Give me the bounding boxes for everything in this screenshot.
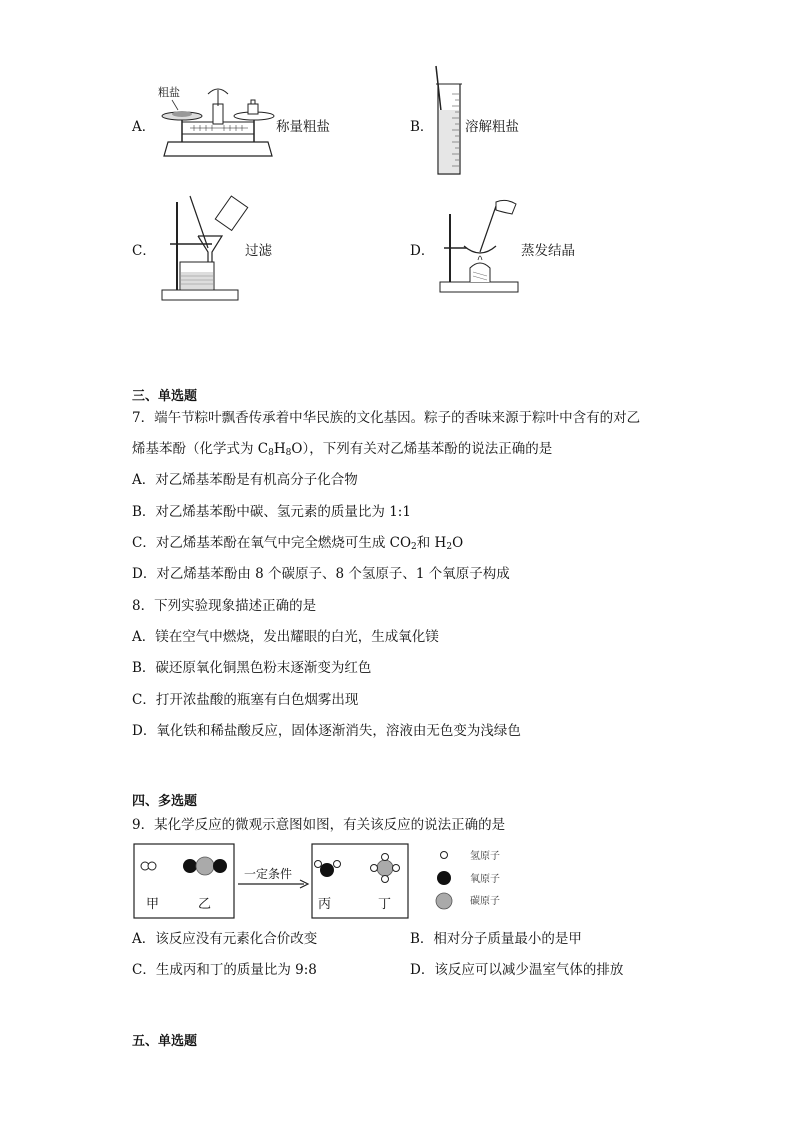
option-letter-b: B． (410, 119, 434, 135)
label-bing: 丙 (318, 897, 332, 912)
option-caption-c: 过滤 (245, 243, 272, 259)
q8-option-d: D．氧化铁和稀盐酸反应，固体逐渐消失，溶液由无色变为浅绿色 (132, 723, 521, 739)
label-ding: 丁 (378, 897, 392, 912)
option-caption-a: 称量粗盐 (276, 119, 330, 135)
legend-carbon: 碳原子 (470, 896, 500, 907)
q7-option-c: C．对乙烯基苯酚在氧气中完全燃烧可生成 $CO_2$和 $H_2O$ (132, 535, 464, 552)
balance-illustration (150, 80, 280, 160)
legend-oxygen-icon (437, 871, 451, 885)
q8-option-b: B．碳还原氧化铜黑色粉末逐渐变为红色 (132, 660, 372, 676)
q7-stem-line-1: 7．端午节粽叶飘香传承着中华民族的文化基因。粽子的香味来源于粽叶中含有的对乙 (132, 410, 641, 426)
q9-option-b: B．相对分子质量最小的是甲 (410, 931, 582, 947)
option-caption-d: 蒸发结晶 (521, 243, 575, 259)
q9-option-c: C．生成丙和丁的质量比为 9:8 (132, 962, 317, 978)
option-caption-b: 溶解粗盐 (465, 119, 519, 135)
option-letter-a: A． (132, 119, 156, 135)
graduated-cylinder-illustration (430, 64, 470, 176)
q9-option-a: A．该反应没有元素化合价改变 (132, 931, 318, 947)
q7-option-a: A．对乙烯基苯酚是有机高分子化合物 (132, 472, 358, 488)
coarse-salt-label: 粗盐 (158, 86, 180, 99)
q7-stem-line-2: 烯基苯酚（化学式为 $C_8H_8O$），下列有关对乙烯基苯酚的说法正确的是 (132, 441, 553, 458)
q8-option-a: A．镁在空气中燃烧，发出耀眼的白光，生成氧化镁 (132, 629, 439, 645)
q7-option-d: D．对乙烯基苯酚由 8 个碳原子、8 个氢原子、1 个氧原子构成 (132, 566, 510, 582)
reaction-micro-diagram (132, 842, 512, 922)
legend-carbon-icon (436, 893, 452, 909)
legend-hydrogen-icon (441, 852, 448, 859)
label-yi: 乙 (198, 897, 212, 912)
legend-hydrogen: 氢原子 (470, 851, 500, 862)
section-title-5: 五、单选题 (132, 1034, 198, 1049)
q7-option-b: B．对乙烯基苯酚中碳、氢元素的质量比为 1:1 (132, 504, 411, 520)
evaporation-illustration (436, 196, 522, 296)
q8-option-c: C．打开浓盐酸的瓶塞有白色烟雾出现 (132, 692, 359, 708)
arrow-condition-text: 一定条件 (244, 867, 293, 881)
q8-stem: 8．下列实验现象描述正确的是 (132, 598, 317, 614)
legend-oxygen: 氧原子 (470, 874, 500, 885)
section-title-3: 三、单选题 (132, 389, 198, 404)
section-title-4: 四、多选题 (132, 794, 198, 809)
option-letter-c: C． (132, 243, 156, 259)
option-letter-d: D． (410, 243, 435, 259)
q9-option-d: D．该反应可以减少温室气体的排放 (410, 962, 624, 978)
q9-stem: 9．某化学反应的微观示意图如图，有关该反应的说法正确的是 (132, 817, 506, 833)
filtration-illustration (160, 190, 242, 302)
label-jia: 甲 (146, 897, 160, 912)
